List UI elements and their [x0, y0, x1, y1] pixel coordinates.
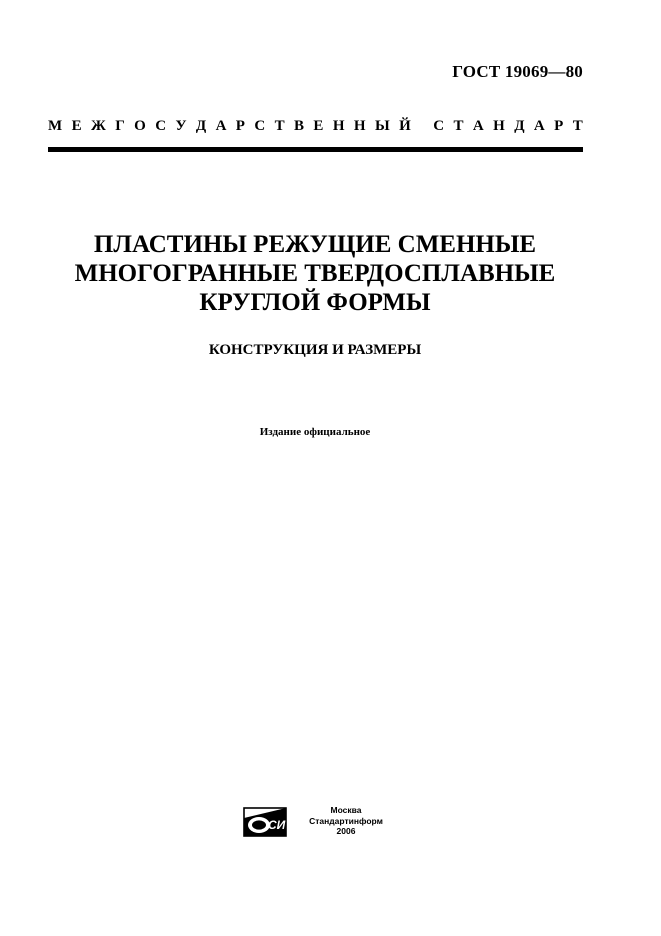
heading-letter: Т: [453, 118, 464, 134]
heading-letter: О: [134, 118, 146, 134]
document-subtitle: КОНСТРУКЦИЯ И РАЗМЕРЫ: [208, 342, 422, 358]
heading-letter: В: [294, 118, 305, 134]
heading-letter: Д: [514, 118, 525, 134]
heading-letter: Е: [313, 118, 324, 134]
title-line: ПЛАСТИНЫ РЕЖУЩИЕ СМЕННЫЕ: [93, 231, 537, 258]
edition-note: Издание официальное: [259, 426, 371, 438]
heading-letter: Н: [353, 118, 366, 134]
heading-letter: Й: [399, 118, 411, 134]
standartinform-logo-icon: [243, 807, 287, 837]
standard-type-heading: [48, 118, 583, 135]
heading-letter: Д: [195, 118, 207, 134]
heading-letter: Ж: [90, 118, 106, 134]
document-title: [0, 230, 630, 317]
heading-letter: М: [48, 118, 63, 134]
letter-gap: [420, 118, 424, 135]
heading-letter: С: [433, 118, 445, 134]
title-line: МНОГОГРАННЫЕ ТВЕРДОСПЛАВНЫЕ: [74, 260, 556, 287]
imprint-publisher: Стандартинформ: [309, 815, 383, 826]
heading-letter: С: [254, 118, 266, 134]
heading-letter: А: [533, 118, 545, 134]
heading-letter: Е: [71, 118, 82, 134]
imprint-year: 2006: [336, 826, 356, 836]
heading-letter: С: [155, 118, 167, 134]
svg-text:СИ: СИ: [268, 818, 286, 832]
heading-letter: Р: [554, 118, 564, 134]
heading-letter: Ы: [374, 118, 390, 134]
heading-letter: Т: [274, 118, 285, 134]
heading-letter: Н: [493, 118, 505, 134]
heading-letter: Т: [572, 118, 583, 134]
publisher-imprint: [293, 805, 399, 837]
header-rule: [48, 147, 583, 152]
heading-letter: Г: [115, 118, 125, 134]
imprint-city: Москва: [330, 805, 362, 815]
heading-letter: Н: [332, 118, 345, 134]
heading-letter: А: [215, 118, 227, 134]
heading-letter: У: [175, 118, 187, 134]
title-line: КРУГЛОЙ ФОРМЫ: [199, 289, 431, 316]
heading-letter: А: [472, 118, 484, 134]
heading-letter: Р: [235, 118, 245, 134]
gost-number: ГОСТ 19069—80: [452, 62, 583, 81]
